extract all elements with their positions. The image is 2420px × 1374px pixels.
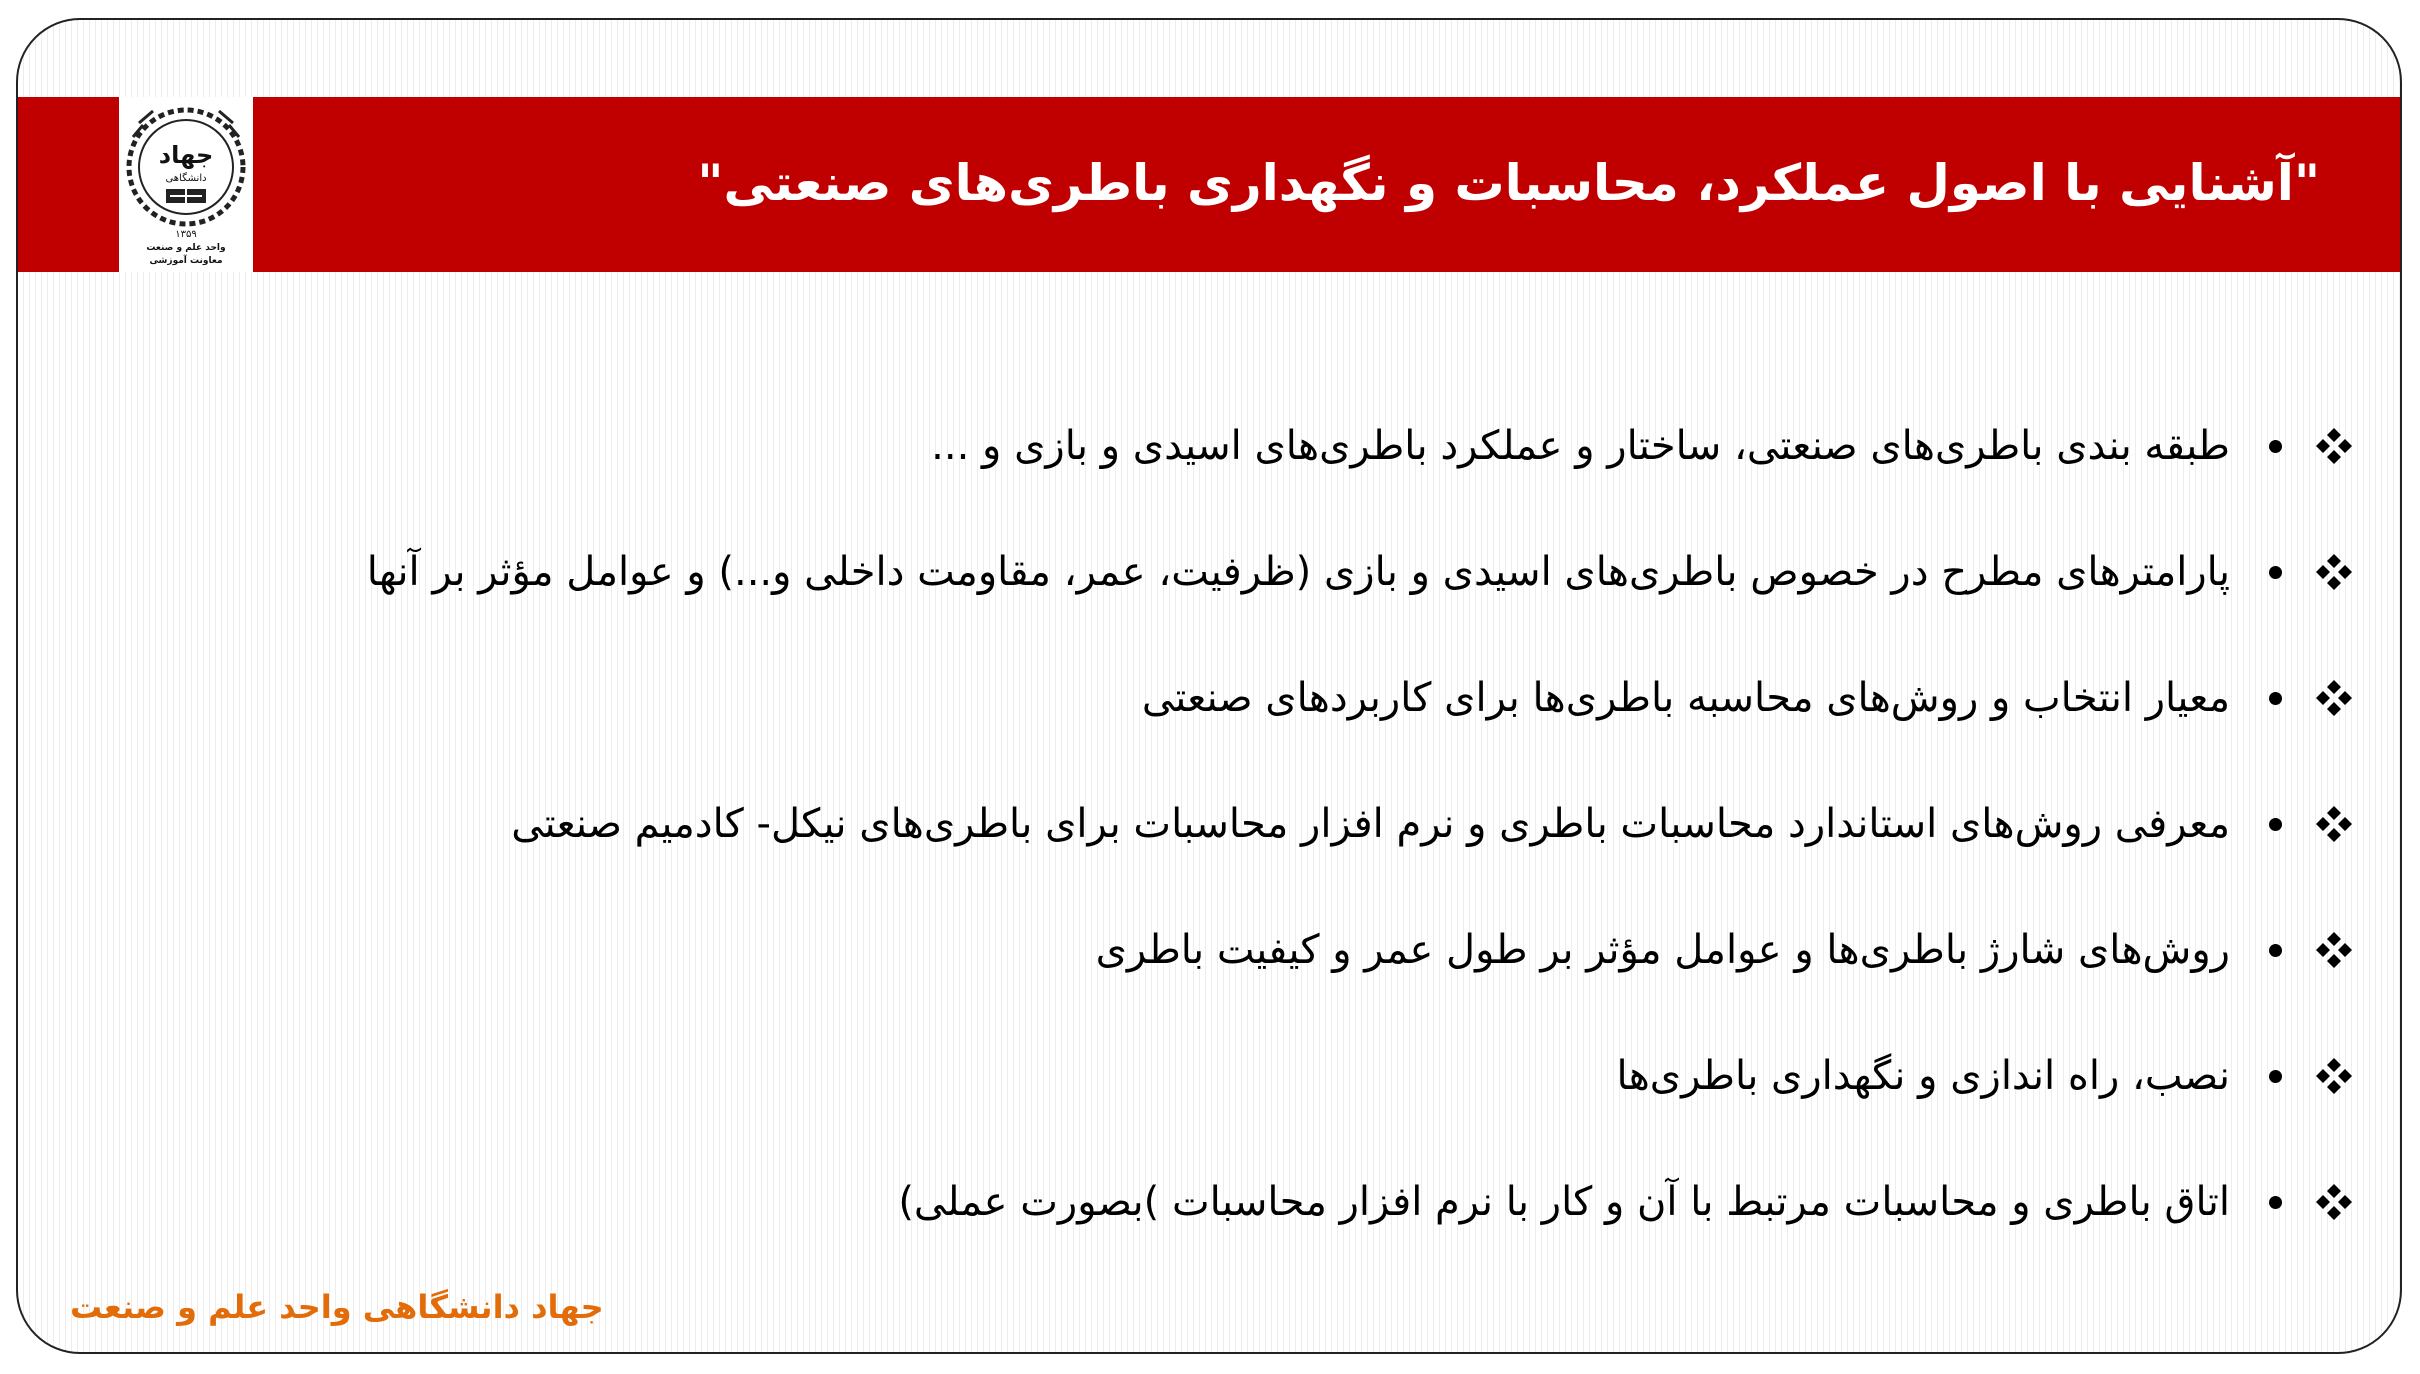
bullet-dot-icon	[2269, 566, 2282, 579]
four-diamond-icon	[2314, 678, 2354, 718]
four-diamond-icon	[2314, 552, 2354, 592]
bullet-dot-icon	[2269, 1070, 2282, 1083]
logo-year-text: ۱۳۵۹	[175, 229, 197, 240]
logo-line1-text: واحد علم و صنعت	[146, 243, 226, 253]
bullet-text: پارامترهای مطرح در خصوص باطری‌های اسیدی و بازی (ظرفیت، عمر، مقاومت داخلی و...) و عوامل مؤثر بر آنها	[366, 549, 2230, 595]
bullet-dot-icon	[2269, 440, 2282, 453]
slide-title: "آشنایی با اصول عملکرد، محاسبات و نگهداری باطری‌های صنعتی"	[697, 154, 2320, 212]
four-diamond-icon	[2314, 1056, 2354, 1096]
logo-emblem	[119, 97, 253, 272]
four-diamond-icon	[2314, 1182, 2354, 1222]
bullet-dot-icon	[2269, 1196, 2282, 1209]
bullet-item	[30, 652, 2400, 778]
footer-text: جهاد دانشگاهی واحد علم و صنعت	[70, 1288, 604, 1326]
logo-sub-text: دانشگاهی	[165, 173, 207, 184]
bullet-text: طبقه بندی باطری‌های صنعتی، ساختار و عملکرد باطری‌های اسیدی و بازی و ...	[931, 423, 2230, 469]
bullet-text: روش‌های شارژ باطری‌ها و عوامل مؤثر بر طول عمر و کیفیت باطری	[1095, 927, 2230, 973]
bullet-item	[30, 1030, 2400, 1156]
bullet-list	[30, 400, 2400, 1282]
four-diamond-icon	[2314, 426, 2354, 466]
bullet-item	[30, 1156, 2400, 1282]
logo-line2-text: معاونت آموزشی	[149, 256, 223, 266]
logo-main-text: جهاد	[158, 141, 214, 169]
bullet-item	[30, 400, 2400, 526]
logo	[119, 97, 253, 272]
bullet-dot-icon	[2269, 818, 2282, 831]
bullet-item	[30, 778, 2400, 904]
bullet-item	[30, 526, 2400, 652]
four-diamond-icon	[2314, 930, 2354, 970]
bullet-dot-icon	[2269, 692, 2282, 705]
bullet-text: اتاق باطری و محاسبات مرتبط با آن و کار با نرم افزار محاسبات )بصورت عملی)	[898, 1179, 2230, 1225]
bullet-item	[30, 904, 2400, 1030]
bullet-dot-icon	[2269, 944, 2282, 957]
bullet-text: معیار انتخاب و روش‌های محاسبه باطری‌ها برای کاربردهای صنعتی	[1141, 675, 2230, 721]
four-diamond-icon	[2314, 804, 2354, 844]
bullet-text: نصب، راه اندازی و نگهداری باطری‌ها	[1616, 1053, 2230, 1099]
slide	[16, 18, 2402, 1354]
bullet-text: معرفی روش‌های استاندارد محاسبات باطری و نرم افزار محاسبات برای باطری‌های نیکل- کادمیم صنعتی	[511, 801, 2230, 847]
